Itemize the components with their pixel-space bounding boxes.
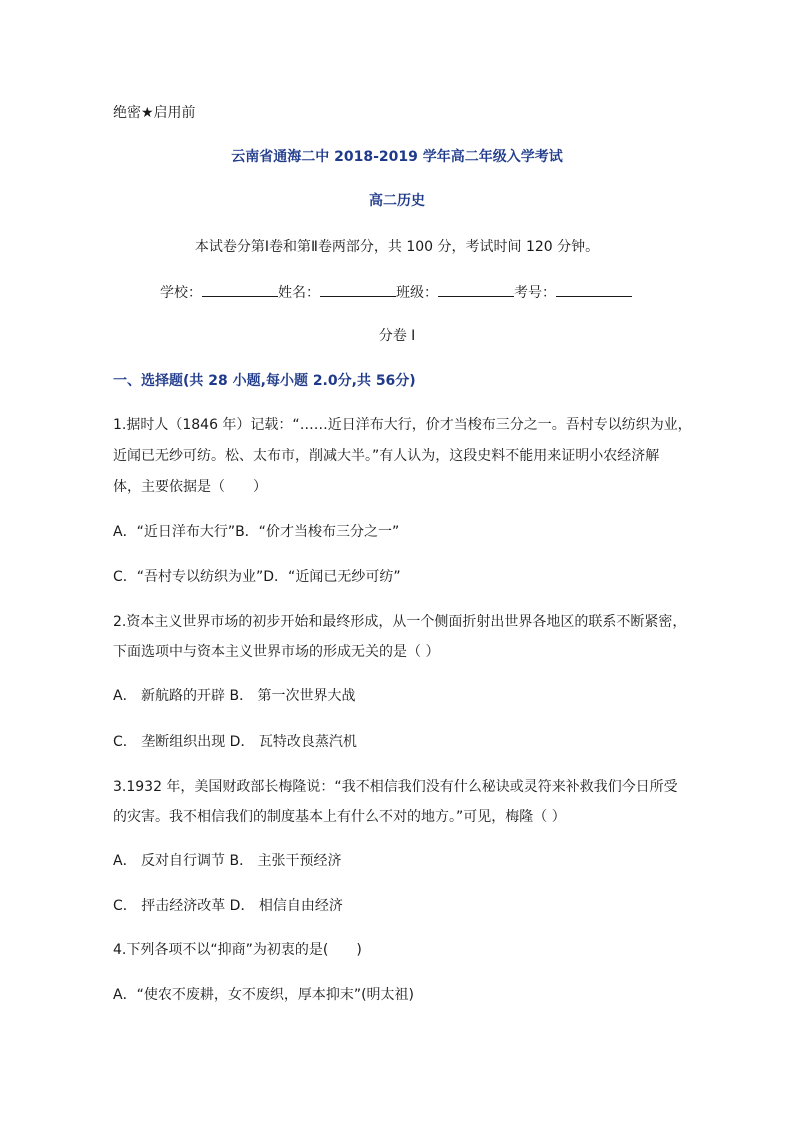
student-info-fields [160, 281, 632, 304]
question-1-options-ab: A．“近日洋布大行”B．“价才当梭布三分之一” [113, 524, 400, 540]
subject-title: 高二历史 [369, 193, 425, 209]
exam-note: 本试卷分第Ⅰ卷和第Ⅱ卷两部分，共 100 分，考试时间 120 分钟。 [194, 239, 600, 255]
question-3-line-1: 3.1932 年，美国财政部长梅隆说：“我不相信我们没有什么秘诀或灵符来补救我们今日所受 [113, 779, 678, 795]
exam-title: 云南省通海二中 2018-2019 学年高二年级入学考试 [231, 149, 563, 165]
question-1-line-3: 体，主要依据是（ ） [113, 479, 267, 495]
question-4-option-a: A．“使农不废耕，女不废织，厚本抑末”(明太祖) [113, 987, 415, 1003]
question-2-line-1: 2.资本主义世界市场的初步开始和最终形成，从一个侧面折射出世界各地区的联系不断紧密， [113, 614, 687, 630]
name-blank[interactable] [320, 281, 396, 297]
class-label: 班级： [396, 285, 438, 301]
question-2-options-cd: C． 垄断组织出现 D． 瓦特改良蒸汽机 [113, 734, 357, 750]
secret-label: 绝密★启用前 [113, 105, 196, 121]
question-2-line-2: 下面选项中与资本主义世界市场的形成无关的是（ ） [113, 644, 440, 660]
question-1-line-2: 近闻已无纱可纺。松、太布市，削减大半。”有人认为，这段史料不能用来证明小农经济解 [113, 448, 660, 464]
class-blank[interactable] [438, 281, 514, 297]
question-3-options-ab: A． 反对自行调节 B． 主张干预经济 [113, 853, 342, 869]
question-1-options-cd: C．“吾村专以纺织为业”D．“近闻已无纱可纺” [113, 569, 401, 585]
question-1-line-1: 1.据时人（1846 年）记载：“……近日洋布大行，价才当梭布三分之一。吾村专以纺织为业， [113, 417, 692, 433]
school-blank[interactable] [202, 281, 278, 297]
exam-number-blank[interactable] [556, 281, 632, 297]
section-label: 分卷 I [378, 328, 416, 344]
part1-heading: 一、选择题(共 28 小题,每小题 2.0分,共 56分) [113, 373, 416, 389]
question-2-options-ab: A． 新航路的开辟 B． 第一次世界大战 [113, 688, 356, 704]
question-4-line-1: 4.下列各项不以“抑商”为初衷的是( ) [113, 942, 362, 958]
question-3-line-2: 的灾害。我不相信我们的制度基本上有什么不对的地方。”可见，梅隆（ ） [113, 809, 566, 825]
question-3-options-cd: C． 抨击经济改革 D． 相信自由经济 [113, 898, 343, 914]
exam-number-label: 考号： [514, 285, 556, 301]
name-label: 姓名： [278, 285, 320, 301]
school-label: 学校： [160, 285, 202, 301]
